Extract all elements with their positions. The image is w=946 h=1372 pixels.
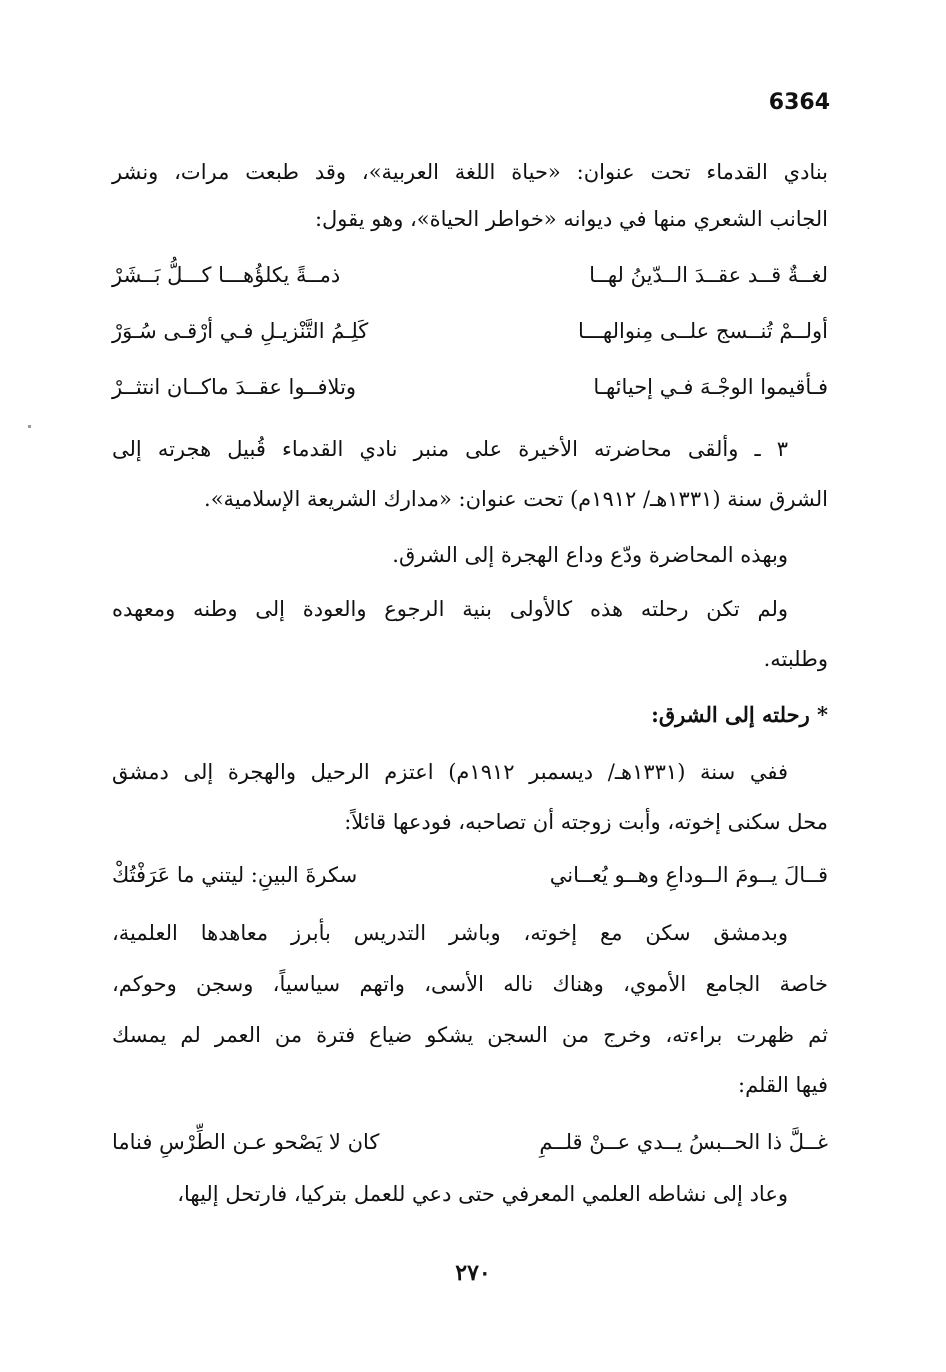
text-line: فيها القلم: — [738, 1073, 828, 1097]
text-line: الشرق سنة (١٣٣١هـ/ ١٩١٢م) تحت عنوان: «مدارك الشريعة الإسلامية». — [204, 487, 828, 511]
poem-verse — [112, 258, 828, 292]
text-line: ففي سنة (١٣٣١هـ/ ديسمبر ١٩١٢م) اعتزم الرحيل والهجرة إلى دمشق — [112, 760, 789, 784]
verse-first-hemistich: فـأقيموا الوجْـهَ فـي إحيائهـا — [593, 375, 828, 399]
folio-number: ٢٧٠ — [455, 1260, 491, 1286]
verse-second-hemistich: كان لا يَصْحو عـن الطِّرْسِ فناما — [112, 1130, 380, 1154]
text-line: ثم ظهرت براءته، وخرج من السجن يشكو ضياع فترة من العمر لم يمسك — [112, 1023, 828, 1047]
text-line: وبهذه المحاضرة ودّع وداع الهجرة إلى الشرق. — [392, 543, 788, 567]
verse-second-hemistich: سكرةَ البينِ: ليتني ما عَرَفْتُكْ — [112, 863, 358, 887]
page-number: 6364 — [768, 90, 830, 115]
text-line: ٣ ـ وألقى محاضرته الأخيرة على منبر نادي القدماء قُبيل هجرته إلى — [112, 437, 788, 461]
text-line: وبدمشق سكن مع إخوته، وباشر التدريس بأبرز معاهدها العلمية، — [112, 921, 788, 945]
verse-first-hemistich: أولــمْ تُنــسج علــى مِنوالهـــا — [578, 319, 828, 343]
verse-second-hemistich: كَلِـمُ التَّنْزيـلِ فـي أرْقـى سُـوَرْ — [112, 319, 369, 343]
scan-speck — [28, 425, 31, 428]
verse-first-hemistich: قــالَ يــومَ الــوداعِ وهــو يُعــاني — [549, 863, 828, 887]
verse-first-hemistich: لغــةٌ قــد عقــدَ الــدّينُ لهــا — [589, 263, 828, 287]
verse-first-hemistich: غــلَّ ذا الحــبسُ يــدي عــنْ قلــمِ — [539, 1130, 828, 1154]
text-line: ولم تكن رحلته هذه كالأولى بنية الرجوع والعودة إلى وطنه ومعهده — [112, 597, 788, 621]
poem-verse — [112, 858, 828, 892]
verse-second-hemistich: وتلافــوا عقــدَ ماكــان انتثــرْ — [112, 375, 357, 399]
text-line: خاصة الجامع الأموي، وهناك ناله الأسى، واتهم سياسياً، وسجن وحوكم، — [112, 972, 828, 996]
text-line: وعاد إلى نشاطه العلمي المعرفي حتى دعي للعمل بتركيا، فارتحل إليها، — [177, 1182, 788, 1206]
text-line: محل سكنى إخوته، وأبت زوجته أن تصاحبه، فودعها قائلاً: — [344, 810, 828, 834]
text-line: وطلبته. — [763, 647, 828, 671]
poem-verse — [112, 314, 828, 348]
verse-second-hemistich: ذمــةً يكلؤُهـــا كـــلُّ بَــشَرْ — [112, 263, 341, 287]
section-heading: * رحلته إلى الشرق: — [651, 702, 828, 727]
text-line: بنادي القدماء تحت عنوان: «حياة اللغة العربية»، وقد طبعت مرات، ونشر — [112, 160, 828, 184]
text-line: الجانب الشعري منها في ديوانه «خواطر الحياة»، وهو يقول: — [314, 207, 828, 231]
poem-verse — [112, 370, 828, 404]
poem-verse — [112, 1125, 828, 1159]
